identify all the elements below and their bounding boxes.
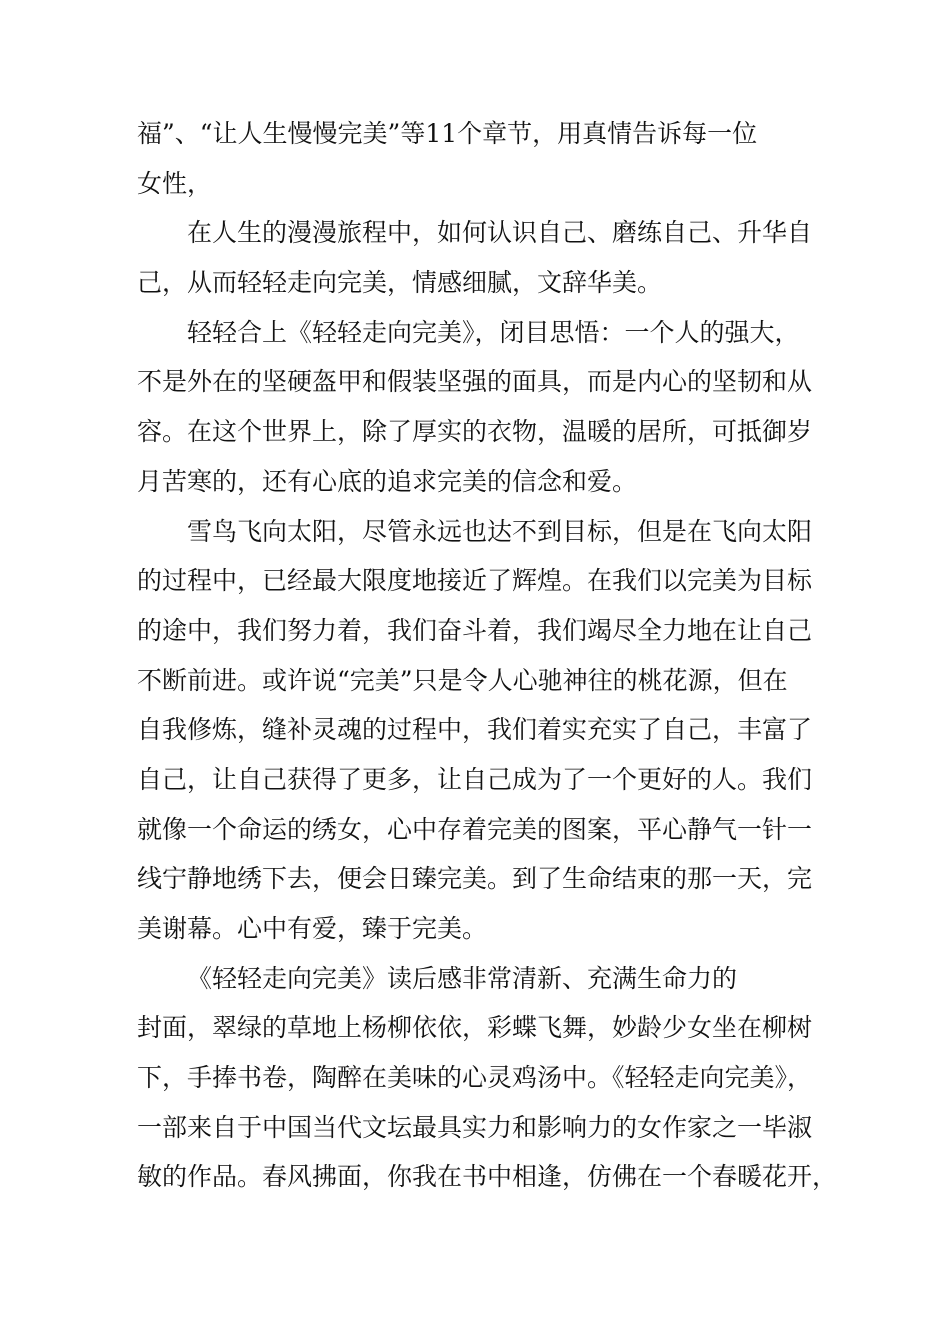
text-line: 美谢幕。心中有爱，臻于完美。 xyxy=(137,914,488,943)
body-text xyxy=(137,109,837,1202)
text-line: 的过程中，已经最大限度地接近了辉煌。在我们以完美为目标 xyxy=(137,566,813,596)
text-line: 《轻轻走向完美》读后感非常清新、充满生命力的 xyxy=(187,963,738,993)
text-line: 线宁静地绣下去，便会日臻完美。到了生命结束的那一天，完 xyxy=(137,864,813,894)
text-line: 敏的作品。春风拂面，你我在书中相逢，仿佛在一个春暖花开， xyxy=(137,1162,838,1192)
text-line: 在人生的漫漫旅程中，如何认识自己、磨练自己、升华自 xyxy=(187,218,813,248)
text-line: 不断前进。或许说“完美”只是令人心驰神往的桃花源，但在 xyxy=(137,665,788,695)
text-line: 雪鸟飞向太阳，尽管永远也达不到目标，但是在飞向太阳 xyxy=(187,516,813,546)
text-line: 己，从而轻轻走向完美，情感细腻，文辞华美。 xyxy=(137,268,663,298)
text-line: 福”、“让人生慢慢完美”等11个章节，用真情告诉每一位 xyxy=(137,119,758,148)
text-line: 自我修炼，缝补灵魂的过程中，我们着实充实了自己，丰富了 xyxy=(137,715,813,745)
text-line: 的途中，我们努力着，我们奋斗着，我们竭尽全力地在让自己 xyxy=(137,615,813,645)
text-line: 不是外在的坚硬盔甲和假装坚强的面具，而是内心的坚韧和从 xyxy=(137,367,813,397)
text-line: 容。在这个世界上，除了厚实的衣物，温暖的居所，可抵御岁 xyxy=(137,417,813,447)
text-line: 轻轻合上《轻轻走向完美》，闭目思悟：一个人的强大， xyxy=(187,317,800,347)
text-line: 月苦寒的，还有心底的追求完美的信念和爱。 xyxy=(137,466,638,496)
text-line: 女性， xyxy=(137,168,213,198)
text-line: 下，手捧书卷，陶醉在美味的心灵鸡汤中。《轻轻走向完美》， xyxy=(137,1063,813,1093)
text-line: 封面，翠绿的草地上杨柳依依，彩蝶飞舞，妙龄少女坐在柳树 xyxy=(137,1013,813,1043)
text-line: 自己，让自己获得了更多，让自己成为了一个更好的人。我们 xyxy=(137,764,813,794)
text-line: 就像一个命运的绣女，心中存着完美的图案，平心静气一针一 xyxy=(137,814,813,844)
text-line: 一部来自于中国当代文坛最具实力和影响力的女作家之一毕淑 xyxy=(137,1112,813,1142)
